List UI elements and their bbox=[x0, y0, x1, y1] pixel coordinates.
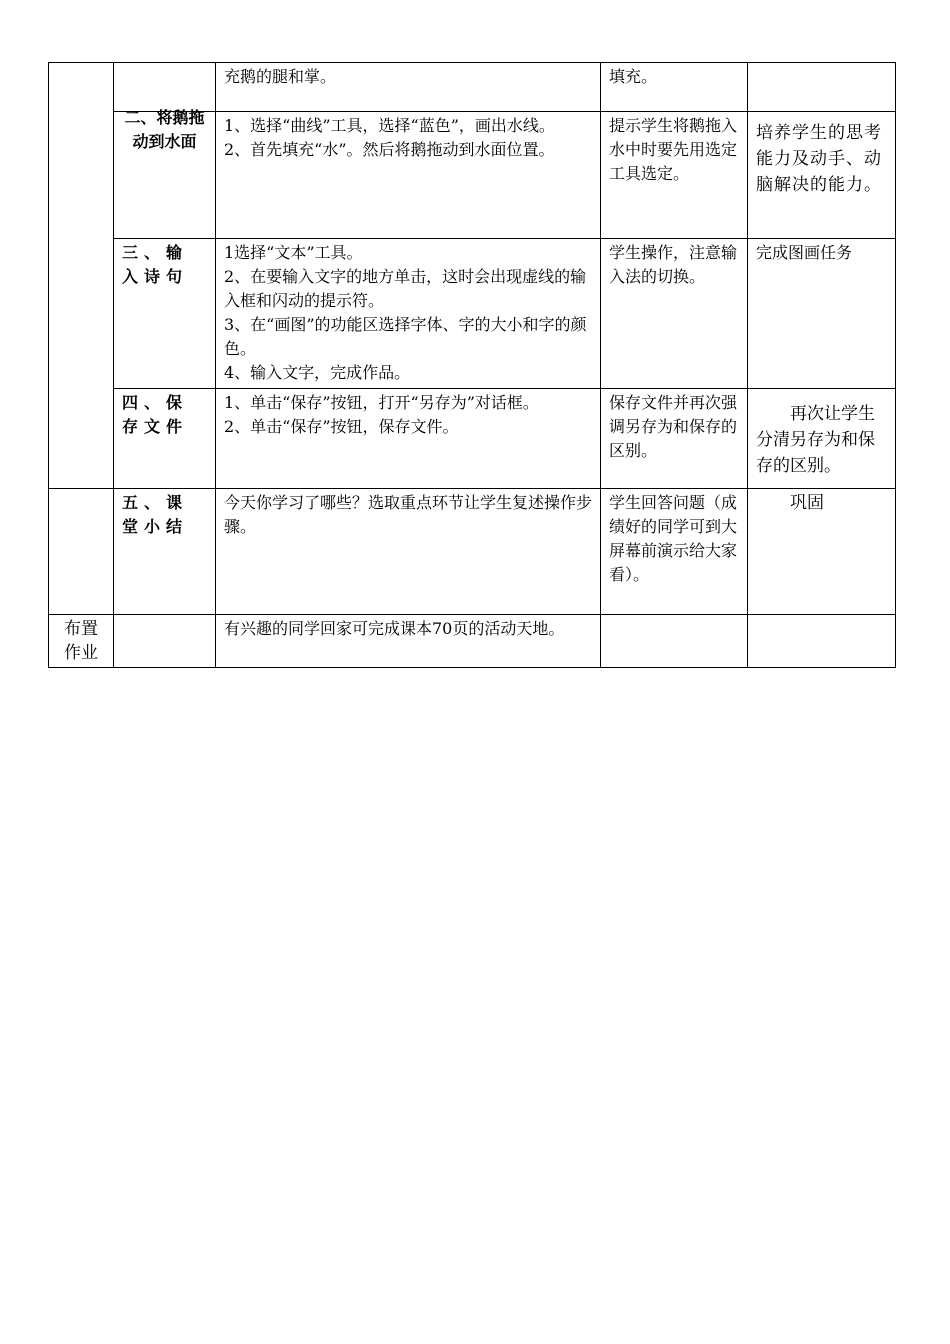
student-activity-text: 保存文件并再次强调另存为和保存的区别。 bbox=[609, 393, 738, 460]
content-line: 2、首先填充“水”。然后将鹅拖动到水面位置。 bbox=[224, 140, 555, 159]
student-activity-cell bbox=[601, 615, 748, 668]
content-cell bbox=[216, 489, 601, 615]
student-activity-text: 填充。 bbox=[609, 67, 658, 86]
purpose-text: 巩固 bbox=[790, 493, 824, 513]
step-cell bbox=[114, 239, 216, 389]
table-row bbox=[49, 389, 896, 489]
step-cell bbox=[114, 389, 216, 489]
content-cell bbox=[216, 389, 601, 489]
content-line: 1选择“文本”工具。 bbox=[224, 243, 363, 262]
content-cell bbox=[216, 112, 601, 239]
purpose-cell bbox=[748, 63, 896, 112]
table-row bbox=[49, 63, 896, 112]
lesson-plan-table bbox=[48, 62, 896, 668]
content-line: 今天你学习了哪些？选取重点环节让学生复述操作步骤。 bbox=[224, 493, 593, 536]
table-row bbox=[49, 112, 896, 239]
purpose-cell bbox=[748, 112, 896, 239]
content-line: 1、选择“曲线”工具，选择“蓝色”，画出水线。 bbox=[224, 116, 555, 135]
student-activity-text: 学生操作，注意输入法的切换。 bbox=[609, 243, 738, 286]
section-cell bbox=[49, 63, 114, 489]
table-row bbox=[49, 615, 896, 668]
content-line: 1、单击“保存”按钮，打开“另存为”对话框。 bbox=[224, 393, 539, 412]
section-cell bbox=[49, 615, 114, 668]
step-title: 五、课堂小结 bbox=[122, 493, 189, 536]
step-title: 四、保存文件 bbox=[122, 393, 189, 436]
content-line: 4、输入文字，完成作品。 bbox=[224, 363, 411, 382]
content-cell bbox=[216, 615, 601, 668]
section-label: 布置作业 bbox=[64, 619, 98, 663]
step-title: 三、输入诗句 bbox=[122, 243, 189, 286]
step-cell bbox=[114, 615, 216, 668]
student-activity-cell bbox=[601, 112, 748, 239]
student-activity-text: 学生回答问题（成绩好的同学可到大屏幕前演示给大家看）。 bbox=[609, 493, 738, 584]
table-row bbox=[49, 239, 896, 389]
content-cell bbox=[216, 63, 601, 112]
purpose-cell bbox=[748, 615, 896, 668]
student-activity-cell bbox=[601, 489, 748, 615]
content-line: 3、在“画图”的功能区选择字体、字的大小和字的颜色。 bbox=[224, 315, 587, 358]
section-cell bbox=[49, 489, 114, 615]
content-cell bbox=[216, 239, 601, 389]
purpose-text: 完成图画任务 bbox=[756, 243, 853, 262]
step-cell bbox=[114, 489, 216, 615]
purpose-text: 再次让学生分清另存为和保存的区别。 bbox=[756, 404, 875, 476]
step-title: 二、将鹅拖动到水面 bbox=[124, 108, 205, 151]
content-line: 2、单击“保存”按钮，保存文件。 bbox=[224, 417, 459, 436]
content-line: 2、在要输入文字的地方单击，这时会出现虚线的输入框和闪动的提示符。 bbox=[224, 267, 587, 310]
step-cell bbox=[114, 63, 216, 112]
student-activity-cell bbox=[601, 63, 748, 112]
purpose-cell bbox=[748, 239, 896, 389]
purpose-cell bbox=[748, 389, 896, 489]
table-row bbox=[49, 489, 896, 615]
purpose-cell bbox=[748, 489, 896, 615]
student-activity-cell bbox=[601, 389, 748, 489]
student-activity-cell bbox=[601, 239, 748, 389]
purpose-text: 培养学生的思考能力及动手、动脑解决的能力。 bbox=[756, 123, 882, 195]
student-activity-text: 提示学生将鹅拖入水中时要先用选定工具选定。 bbox=[609, 116, 738, 183]
step-cell bbox=[114, 108, 216, 239]
content-line: 充鹅的腿和掌。 bbox=[224, 67, 337, 86]
content-line: 有兴趣的同学回家可完成课本70页的活动天地。 bbox=[224, 619, 565, 638]
